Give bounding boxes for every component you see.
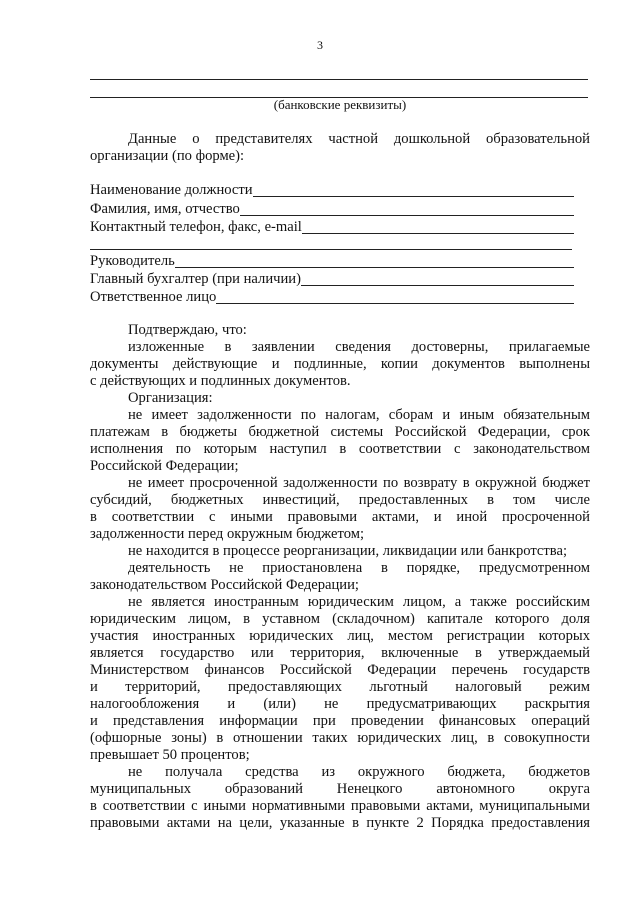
text-line: задолженности перед окружным бюджетом; — [90, 526, 365, 542]
bank-details-caption: (банковские реквизиты) — [273, 97, 407, 112]
text-line: и территорий, предоставляющих льготный налоговый режим — [90, 679, 590, 695]
text-line: не находится в процессе реорганизации, ликвидации или банкротства; — [128, 543, 568, 559]
text-line: не имеет просроченной задолженности по возврату в окружной бюджет — [128, 475, 590, 491]
field-contacts-label: Контактный телефон, факс, e-mail — [90, 219, 302, 235]
field-position-line — [253, 183, 574, 197]
field-head-line — [175, 254, 574, 268]
text-line: субсидий, бюджетных инвестиций, предоставленных в том числе — [90, 492, 590, 508]
text-line: документы действующие и подлинные, копии документов выполнены — [90, 356, 590, 372]
field-head-label: Руководитель — [90, 253, 175, 269]
field-full-name-label: Фамилия, имя, отчество — [90, 201, 240, 217]
representatives-intro — [90, 131, 590, 165]
text-line: (офшорные зоны) в отношении таких юридических лиц, в совокупности — [90, 730, 590, 746]
text-line: и представления информации при проведении финансовых операций — [90, 713, 590, 729]
field-contacts-extra-line[interactable] — [90, 249, 572, 250]
text-line: правовыми актами на цели, указанные в пункте 2 Порядка предоставления — [90, 815, 590, 831]
text-line: в соответствии с иными правовыми актами, и иной просроченной — [90, 509, 590, 525]
text-line: деятельность не приостановлена в порядке, предусмотренном — [128, 560, 590, 576]
field-contacts-line — [302, 220, 574, 234]
confirm-heading: Подтверждаю, что: — [128, 322, 247, 338]
field-chief-accountant-label: Главный бухгалтер (при наличии) — [90, 271, 301, 287]
field-full-name-line — [240, 202, 574, 216]
confirm-paragraph-1 — [90, 339, 590, 390]
confirm-paragraph-4 — [90, 543, 590, 560]
organization-label: Организация: — [128, 390, 213, 406]
text-line: превышает 50 процентов; — [90, 747, 250, 763]
text-line: Министерством финансов Российской Федерации перечень государств — [90, 662, 590, 678]
text-line: изложенные в заявлении сведения достоверны, прилагаемые — [128, 339, 590, 355]
text-line: муниципальных образований Ненецкого автономного округа — [90, 781, 590, 797]
text-line: законодательством Российской Федерации; — [90, 577, 359, 593]
text-line: налогообложения и (или) не предусматривающих раскрытия — [90, 696, 590, 712]
text-line: исполнения по которым наступил в соответствии с законодательством — [90, 441, 590, 457]
field-position-label: Наименование должности — [90, 182, 253, 198]
text-line: является государство или территория, включенные в утверждаемый — [90, 645, 590, 661]
field-responsible[interactable] — [90, 289, 574, 306]
text-line: с действующих и подлинных документов. — [90, 373, 351, 389]
page-number: 3 — [317, 38, 323, 52]
field-contacts[interactable] — [90, 219, 574, 236]
field-head[interactable] — [90, 253, 574, 270]
field-position[interactable] — [90, 182, 574, 199]
field-responsible-line — [216, 290, 574, 304]
field-full-name[interactable] — [90, 201, 574, 218]
confirmation-body — [90, 322, 590, 832]
confirm-paragraph-3 — [90, 475, 590, 543]
field-responsible-label: Ответственное лицо — [90, 289, 217, 305]
text-line: не является иностранным юридическим лицом, а также российским — [128, 594, 590, 610]
field-chief-accountant[interactable] — [90, 271, 574, 288]
text-line: юридическим лицом, в уставном (складочном) капитале которого доля — [90, 611, 590, 627]
confirm-paragraph-5 — [90, 560, 590, 594]
text-line: платежам в бюджеты бюджетной системы Российской Федерации, срок — [90, 424, 590, 440]
representatives-intro-line-2: организации (по форме): — [90, 148, 245, 164]
field-chief-accountant-line — [301, 272, 574, 286]
confirm-paragraph-2 — [90, 407, 590, 475]
text-line: участия иностранных юридических лиц, местом регистрации которых — [90, 628, 590, 644]
representatives-intro-line-1: Данные о представителях частной дошкольной образовательной — [128, 131, 590, 147]
confirm-paragraph-7 — [90, 764, 590, 832]
bank-details-line-1 — [90, 79, 588, 80]
text-line: Российской Федерации; — [90, 458, 239, 474]
text-line: не получала средства из окружного бюджета, бюджетов — [128, 764, 590, 780]
text-line: не имеет задолженности по налогам, сборам и иным обязательным — [128, 407, 590, 423]
confirm-paragraph-6 — [90, 594, 590, 764]
text-line: в соответствии с иными нормативными правовыми актами, муниципальными — [90, 798, 590, 814]
